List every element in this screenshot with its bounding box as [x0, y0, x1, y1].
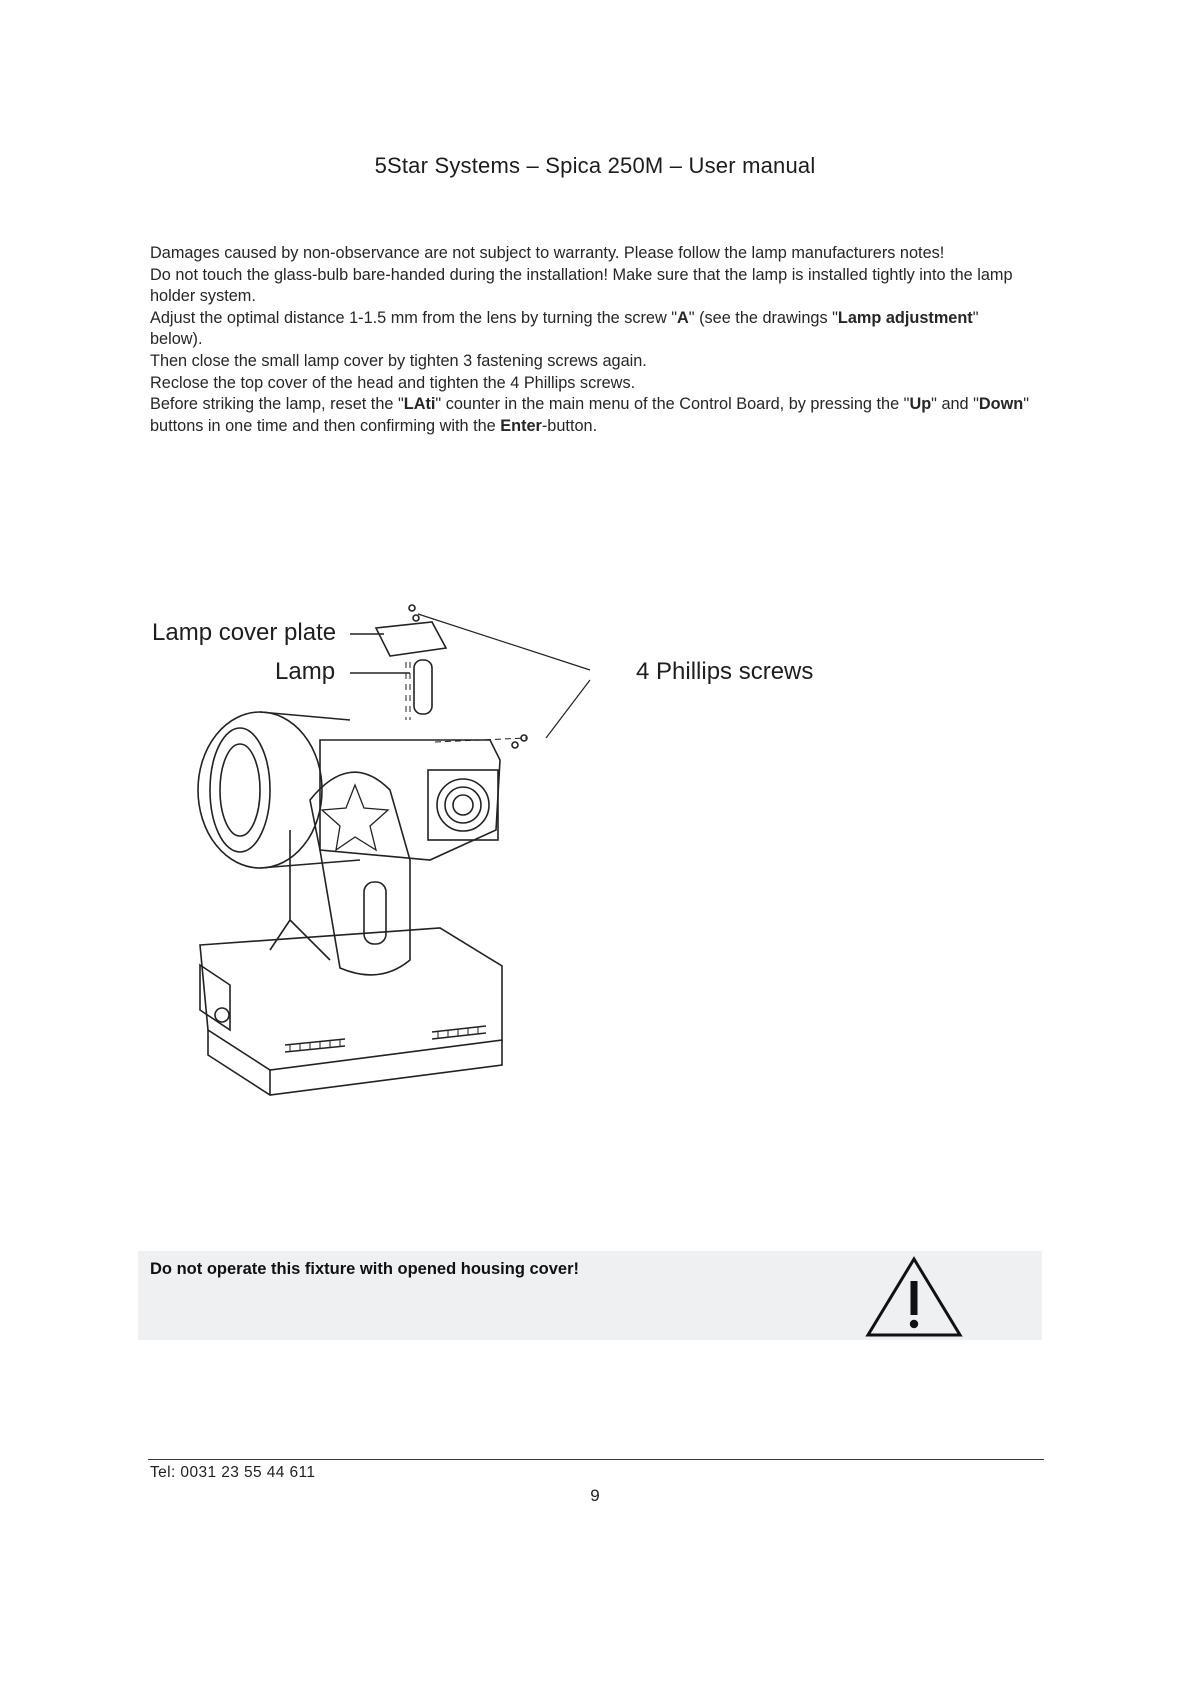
screw-shape [512, 742, 518, 748]
warning-text: Do not operate this fixture with opened housing cover! [150, 1260, 580, 1278]
screw-shape [409, 605, 415, 611]
instruction-paragraph [150, 394, 1030, 437]
text-run: " counter in the main menu of the Control Board, by pressing the " [435, 395, 910, 414]
label-lamp: Lamp [275, 658, 336, 685]
text-run: Adjust the optimal distance 1-1.5 mm from the lens by turning the screw " [150, 308, 678, 327]
instruction-paragraph [150, 243, 1030, 265]
bold-term: Lamp adjustment [837, 308, 973, 327]
bold-term: Enter [500, 416, 542, 435]
text-run: Damages caused by non-observance are not subject to warranty. Please follow the lamp manufacturers notes! [150, 244, 945, 262]
text-run: Reclose the top cover of the head and tighten the 4 Phillips screws. [150, 373, 636, 392]
lamp-cover-plate-shape [376, 622, 446, 656]
text-run: " (see the drawings " [688, 308, 838, 327]
lamp-bulb-shape [414, 660, 432, 714]
leader-line-screws-1 [418, 614, 590, 670]
vent-left-shape [285, 1039, 345, 1052]
bold-term: LAti [403, 395, 436, 414]
footer-divider [148, 1459, 1044, 1460]
bold-term: A [677, 308, 689, 327]
page-number: 9 [590, 1486, 600, 1505]
leader-line-screws-2 [546, 680, 590, 738]
label-lamp-cover-plate: Lamp cover plate [152, 619, 337, 646]
instructions-text [150, 243, 1030, 437]
yoke-slot-shape [364, 882, 386, 944]
text-run: Before striking the lamp, reset the " [150, 395, 404, 414]
bold-term: Down [978, 395, 1024, 414]
text-run: " buttons in one time and then confirming with the [150, 395, 1030, 435]
text-run: -button. [541, 416, 598, 435]
instruction-paragraph [150, 308, 1030, 351]
fan-housing-shape [428, 770, 498, 840]
yoke-arm-shape [310, 772, 410, 975]
footer-telephone: Tel: 0031 23 55 44 611 [150, 1464, 316, 1481]
instruction-paragraph [150, 265, 1030, 308]
bold-term: Up [909, 395, 932, 414]
instruction-paragraph [150, 373, 1030, 395]
text-run: " below). [150, 308, 979, 349]
screw-shape [521, 735, 527, 741]
text-run: " and " [931, 395, 979, 414]
star-cutout-shape [322, 785, 388, 850]
lamp-installation-figure [150, 590, 850, 1170]
warning-box [138, 1251, 1042, 1340]
label-4-phillips-screws: 4 Phillips screws [636, 658, 814, 685]
text-run: Do not touch the glass-bulb bare-handed during the installation! Make sure that the lamp is installed tightly into the lamp holder system. [150, 265, 1013, 306]
screw-shape [413, 615, 419, 621]
lens-shape [210, 728, 270, 852]
instruction-paragraph [150, 351, 1030, 373]
warning-triangle-icon [864, 1255, 964, 1339]
text-run: Then close the small lamp cover by tighten 3 fastening screws again. [150, 351, 647, 370]
page-header-title: 5Star Systems – Spica 250M – User manual [374, 153, 816, 178]
base-top-shape [200, 928, 502, 1070]
